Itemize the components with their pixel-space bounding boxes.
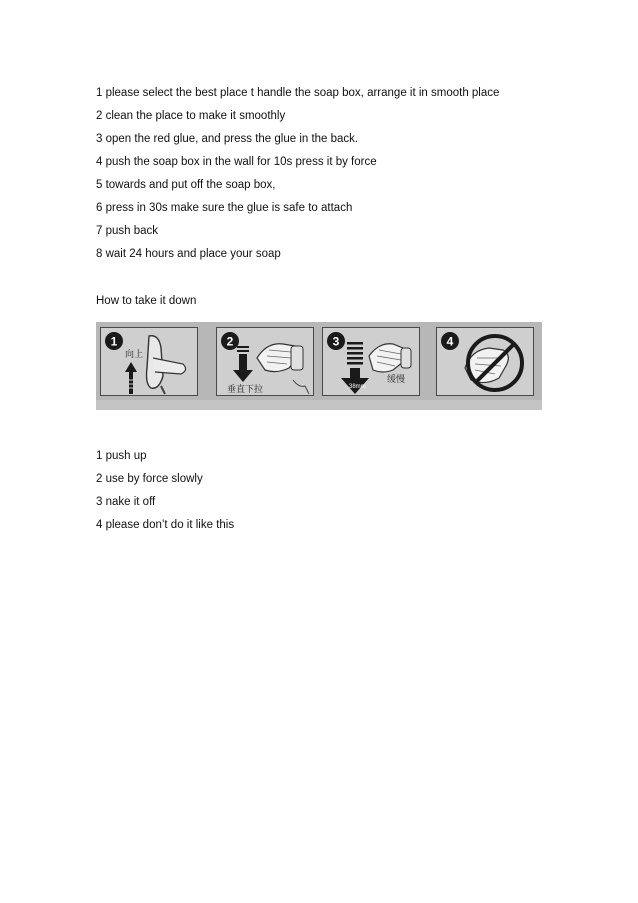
install-step-4: 4 push the soap box in the wall for 10s press it by force xyxy=(96,156,377,168)
illustration-panel-2 xyxy=(216,327,314,396)
caption-3: 缓慢 xyxy=(387,375,406,385)
removal-step-3: 3 nake it off xyxy=(96,496,156,508)
removal-step-2: 2 use by force slowly xyxy=(96,473,203,485)
illustration-panel-1 xyxy=(100,327,198,396)
arrow-down-icon xyxy=(233,346,253,382)
step-number-1: 1 xyxy=(110,334,118,349)
install-step-6: 6 press in 30s make sure the glue is safe to attach xyxy=(96,202,353,214)
install-step-8: 8 wait 24 hours and place your soap xyxy=(96,248,281,260)
install-step-2: 2 clean the place to make it smoothly xyxy=(96,110,286,122)
step-number-2: 2 xyxy=(226,334,234,349)
install-step-7: 7 push back xyxy=(96,225,159,237)
install-step-1: 1 please select the best place t handle the soap box, arrange it in smooth place xyxy=(96,87,500,99)
soap-box-icon xyxy=(147,336,186,394)
illustration-panel-4 xyxy=(436,327,534,396)
hand-icon xyxy=(257,344,303,372)
caption-1: 向上 xyxy=(125,350,144,360)
removal-step-1: 1 push up xyxy=(96,450,147,462)
install-step-5: 5 towards and put off the soap box, xyxy=(96,179,276,191)
illustration-bottom-band xyxy=(96,400,542,410)
removal-step-4: 4 please don’t do it like this xyxy=(96,519,235,531)
step-number-4: 4 xyxy=(446,334,454,349)
install-step-3: 3 open the red glue, and press the glue in the back. xyxy=(96,133,359,145)
measure-label: 38mm xyxy=(349,384,366,390)
arrow-up-icon xyxy=(125,362,137,394)
removal-heading: How to take it down xyxy=(96,295,197,307)
step-number-3: 3 xyxy=(332,334,340,349)
illustration-panel-3 xyxy=(322,327,420,396)
hand-icon xyxy=(369,344,411,372)
removal-illustration xyxy=(96,322,542,410)
caption-2: 垂直下拉 xyxy=(227,385,264,395)
